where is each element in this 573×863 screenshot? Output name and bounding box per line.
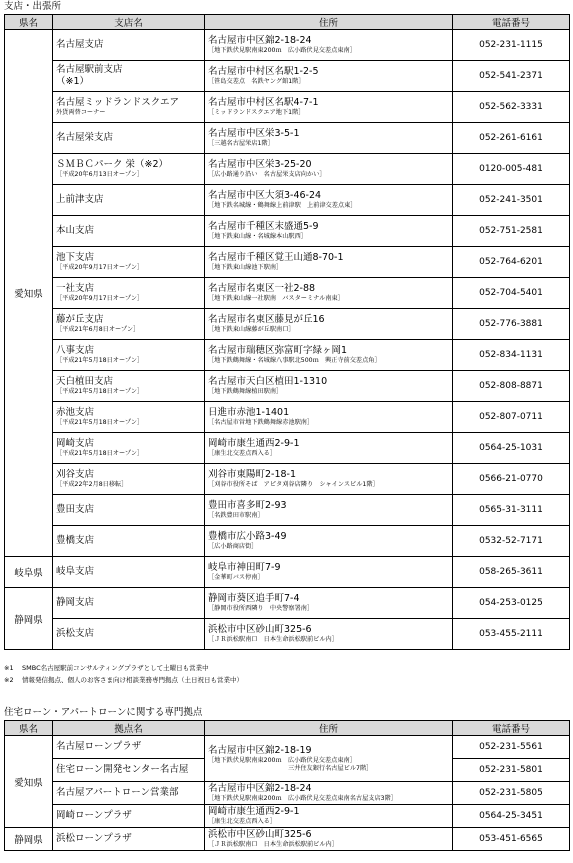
pref-cell: 愛知県 <box>5 736 53 828</box>
branch-note: ［平成20年9月17日オープン］ <box>56 295 144 302</box>
address-note: ［刈谷市役所そば アピタ刈谷店隣り シャインスビル1階］ <box>208 481 379 488</box>
address-note: ［静岡市役所西隣り 中央警察署南］ <box>208 605 314 612</box>
address-note: ［地下鉄伏見駅南東200ｍ 広小路伏見交差点東南］ <box>208 756 356 764</box>
tel-cell: 058-265-3611 <box>453 557 570 588</box>
header-address: 住所 <box>205 721 453 736</box>
tel-cell: 0566-21-0770 <box>453 464 570 495</box>
branch-note: ［平成21年5月18日オープン］ <box>56 357 144 364</box>
tel-cell: 052-808-8871 <box>453 371 570 402</box>
address-note: ［名古屋市営地下鉄鶴舞線赤池駅南］ <box>208 419 314 426</box>
branch-name: 天白植田支店 <box>56 376 114 387</box>
pref-cell: 岐阜県 <box>5 557 53 588</box>
address-cell <box>205 433 453 464</box>
address-main: 浜松市中区砂山町325-6 <box>208 829 312 840</box>
tel-cell: 053-451-6565 <box>453 828 570 851</box>
table-row <box>5 588 570 619</box>
tel-cell: 052-704-5401 <box>453 278 570 309</box>
tel-cell: 052-261-6161 <box>453 123 570 154</box>
table-row <box>5 61 570 92</box>
tel-cell: 0564-25-3451 <box>453 805 570 828</box>
branch-note: （※1） <box>56 76 90 87</box>
branch-note: ［平成22年2月8日移転］ <box>56 481 128 488</box>
address-note: ［金華町バス停南］ <box>208 574 264 581</box>
branch-name: 名古屋駅前支店 <box>56 64 123 75</box>
name-cell <box>53 526 205 557</box>
address-cell <box>205 464 453 495</box>
tel-cell: 052-764-6201 <box>453 247 570 278</box>
header-address: 住所 <box>205 15 453 30</box>
address-cell <box>205 782 453 805</box>
address-main: 名古屋市名東区一社2-88 <box>208 283 316 294</box>
table-row <box>5 782 570 805</box>
name-cell <box>53 185 205 216</box>
footnote-1: ※1 SMBC名古屋駅前コンサルティングプラザとして土曜日も営業中 <box>4 664 209 672</box>
branch-name: 名古屋支店 <box>56 39 104 50</box>
branch-note: ［平成21年6月8日オープン］ <box>56 326 140 333</box>
address-main: 名古屋市中区栄3-25-20 <box>208 159 312 170</box>
address-note: ［三越名古屋栄店1階］ <box>208 140 274 147</box>
address-note: ［地下鉄東山線・名城線本山駅西］ <box>208 233 307 240</box>
name-cell <box>53 309 205 340</box>
table-row <box>5 495 570 526</box>
table-row <box>5 805 570 828</box>
address-note: ［康生北交差点西入る］ <box>208 818 277 825</box>
branch-note: 外貨両替コーナー <box>56 109 106 116</box>
address-cell <box>205 278 453 309</box>
address-main: 日進市赤池1-1401 <box>208 407 290 418</box>
branch-note: ［平成21年5月18日オープン］ <box>56 419 144 426</box>
address-note: ［康生北交差点西入る］ <box>208 450 277 457</box>
address-main: 名古屋市名東区藤見が丘16 <box>208 314 325 325</box>
address-main: 名古屋市中区栄3-5-1 <box>208 128 300 139</box>
branch-name: 静岡支店 <box>56 597 95 608</box>
address-main: 豊橋市広小路3-49 <box>208 531 287 542</box>
tel-cell: 053-455-2111 <box>453 619 570 650</box>
table-row <box>5 371 570 402</box>
name-cell <box>53 247 205 278</box>
branch-name: ＳＭＢＣパーク 栄（※2） <box>56 159 169 170</box>
branch-note: ［平成20年6月13日オープン］ <box>56 171 144 178</box>
name-cell <box>53 759 205 782</box>
address-note: ［笹島交差点 名鉄ヤング館1階］ <box>208 78 305 85</box>
address-main: 名古屋市千種区覚王山通8-70-1 <box>208 252 344 263</box>
branch-name: 豊橋支店 <box>56 535 95 546</box>
address-main: 岡崎市康生通西2-9-1 <box>208 806 300 817</box>
section-title-loan-centers: 住宅ローン・アパートローンに関する専門拠点 <box>4 707 203 718</box>
tel-cell: 052-231-5561 <box>453 736 570 759</box>
table-row <box>5 526 570 557</box>
branch-name: 上前津支店 <box>56 194 104 205</box>
name-cell <box>53 216 205 247</box>
address-note: ［広小路商店街］ <box>208 543 258 550</box>
tel-cell: 052-562-3331 <box>453 92 570 123</box>
branch-name: 赤池支店 <box>56 407 95 418</box>
header-pref: 県名 <box>5 721 53 736</box>
address-cell <box>205 557 453 588</box>
address-cell <box>205 340 453 371</box>
branch-note: ［平成20年9月17日オープン］ <box>56 264 144 271</box>
tel-cell: 052-231-5801 <box>453 759 570 782</box>
address-cell <box>205 309 453 340</box>
tel-cell: 0565-31-3111 <box>453 495 570 526</box>
name-cell <box>53 464 205 495</box>
name-cell <box>53 588 205 619</box>
address-main: 浜松市中区砂山町325-6 <box>208 624 312 635</box>
table-row <box>5 92 570 123</box>
address-note: ［地下鉄鶴舞線・名城線八事駅北500ｍ 興正寺前交差点角］ <box>208 357 381 364</box>
tel-cell: 0564-25-1031 <box>453 433 570 464</box>
branch-name: 八事支店 <box>56 345 95 356</box>
footnote-2: ※2 情報発信拠点、個人のお客さま向け相談業務専門拠点（土日祝日も営業中） <box>4 676 243 684</box>
branch-name: 藤が丘支店 <box>56 314 104 325</box>
address-cell <box>205 247 453 278</box>
address-cell <box>205 588 453 619</box>
tel-cell: 052-807-0711 <box>453 402 570 433</box>
address-cell <box>205 619 453 650</box>
address-cell <box>205 154 453 185</box>
address-main: 名古屋市中村区名駅4-7-1 <box>208 97 319 108</box>
address-main: 名古屋市中区錦2-18-24 <box>208 35 312 46</box>
footnotes <box>4 662 243 686</box>
address-main: 名古屋市中区大須3-46-24 <box>208 190 322 201</box>
branch-name: 名古屋ミッドランドスクエア <box>56 97 180 108</box>
name-cell <box>53 782 205 805</box>
address-cell <box>205 828 453 851</box>
table-row <box>5 185 570 216</box>
address-note: ［地下鉄東山線藤が丘駅南口］ <box>208 326 295 333</box>
branch-note: ［平成21年5月18日オープン］ <box>56 388 144 395</box>
loan-center-table <box>4 720 570 851</box>
table-row <box>5 736 570 759</box>
address-cell <box>205 526 453 557</box>
branch-name: 岐阜支店 <box>56 566 95 577</box>
table-row <box>5 402 570 433</box>
branch-name: 岡崎支店 <box>56 438 95 449</box>
header-tel: 電話番号 <box>453 721 570 736</box>
header-name: 支店名 <box>53 15 205 30</box>
name-cell <box>53 92 205 123</box>
name-cell <box>53 402 205 433</box>
center-name: 住宅ローン開発センター名古屋 <box>56 764 189 775</box>
table-row <box>5 557 570 588</box>
table-row <box>5 309 570 340</box>
name-cell <box>53 828 205 851</box>
name-cell <box>53 557 205 588</box>
table-header-row <box>5 15 570 30</box>
name-cell <box>53 433 205 464</box>
address-note: ［地下鉄東山線池下駅南］ <box>208 264 283 271</box>
name-cell <box>53 736 205 759</box>
header-tel: 電話番号 <box>453 15 570 30</box>
section-title-branches: 支店・出張所 <box>4 1 62 12</box>
address-main: 刈谷市東陽町2-18-1 <box>208 469 297 480</box>
branch-table <box>4 14 570 650</box>
address-cell <box>205 402 453 433</box>
name-cell <box>53 154 205 185</box>
address-cell <box>205 123 453 154</box>
table-row <box>5 278 570 309</box>
address-note: ［地下鉄鶴舞線植田駅南］ <box>208 388 283 395</box>
address-note: ［地下鉄東山線一社駅南 バスターミナル南東］ <box>208 295 344 302</box>
tel-cell: 052-751-2581 <box>453 216 570 247</box>
tel-cell: 052-541-2371 <box>453 61 570 92</box>
tel-cell: 052-231-5805 <box>453 782 570 805</box>
address-cell <box>205 30 453 61</box>
name-cell <box>53 805 205 828</box>
branch-name: 池下支店 <box>56 252 95 263</box>
address-cell <box>205 92 453 123</box>
address-main: 静岡市葵区追手町7-4 <box>208 593 300 604</box>
branch-name: 名古屋栄支店 <box>56 132 114 143</box>
tel-cell: 052-834-1131 <box>453 340 570 371</box>
table-row <box>5 828 570 851</box>
address-main: 名古屋市天白区植田1-1310 <box>208 376 328 387</box>
name-cell <box>53 61 205 92</box>
address-main: 岐阜市神田町7-9 <box>208 562 281 573</box>
address-note: ［地下鉄伏見駅南東200ｍ 広小路伏見交差点東南名古屋支店3階］ <box>208 795 397 802</box>
table-row <box>5 247 570 278</box>
table-row <box>5 123 570 154</box>
name-cell <box>53 123 205 154</box>
address-main: 岡崎市康生通西2-9-1 <box>208 438 300 449</box>
name-cell <box>53 340 205 371</box>
address-cell <box>205 371 453 402</box>
branch-name: 刈谷支店 <box>56 469 95 480</box>
pref-cell: 静岡県 <box>5 588 53 650</box>
center-name: 名古屋アパートローン営業部 <box>56 787 179 798</box>
address-note: ［ミッドランドスクエア地下1階］ <box>208 109 305 116</box>
tel-cell: 052-231-1115 <box>453 30 570 61</box>
table-row <box>5 154 570 185</box>
address-note: ［ＪＲ浜松駅南口 日本生命浜松駅前ビル内］ <box>208 636 338 643</box>
address-main: 豊田市喜多町2-93 <box>208 500 287 511</box>
address-cell <box>205 185 453 216</box>
table-header-row <box>5 721 570 736</box>
table-row <box>5 340 570 371</box>
branch-name: 浜松支店 <box>56 628 95 639</box>
name-cell <box>53 30 205 61</box>
address-cell <box>205 805 453 828</box>
table-row <box>5 216 570 247</box>
address-main: 名古屋市中村区名駅1-2-5 <box>208 66 319 77</box>
address-note: ［ＪＲ浜松駅南口 日本生命浜松駅前ビル内］ <box>208 841 338 848</box>
table-row <box>5 30 570 61</box>
center-name: 岡崎ローンプラザ <box>56 810 132 821</box>
address-main: 名古屋市千種区末盛通5-9 <box>208 221 319 232</box>
name-cell <box>53 278 205 309</box>
address-cell <box>205 495 453 526</box>
tel-cell: 054-253-0125 <box>453 588 570 619</box>
tel-cell: 0532-52-7171 <box>453 526 570 557</box>
table-row <box>5 433 570 464</box>
tel-cell: 052-241-3501 <box>453 185 570 216</box>
name-cell <box>53 371 205 402</box>
address-note: ［名鉄豊田市駅南］ <box>208 512 264 519</box>
address-note: 三井住友銀行名古屋ビル7階］ <box>288 764 373 772</box>
branch-name: 本山支店 <box>56 225 95 236</box>
table-row <box>5 619 570 650</box>
address-main: 名古屋市中区錦2-18-24 <box>208 783 312 794</box>
branch-name: 豊田支店 <box>56 504 95 515</box>
tel-cell: 0120-005-481 <box>453 154 570 185</box>
pref-cell: 静岡県 <box>5 828 53 851</box>
address-note: ［地下鉄伏見駅南東200ｍ 広小路伏見交差点東南］ <box>208 47 356 54</box>
name-cell <box>53 495 205 526</box>
center-name: 名古屋ローンプラザ <box>56 741 142 752</box>
address-cell <box>205 216 453 247</box>
address-note: ［地下鉄名城線・鶴舞線上前津駅 上前津交差点東］ <box>208 202 357 209</box>
table-row <box>5 464 570 495</box>
header-name: 拠点名 <box>53 721 205 736</box>
name-cell <box>53 619 205 650</box>
branch-name: 一社支店 <box>56 283 95 294</box>
address-cell <box>205 736 453 782</box>
branch-note: ［平成21年5月18日オープン］ <box>56 450 144 457</box>
header-pref: 県名 <box>5 15 53 30</box>
address-cell <box>205 61 453 92</box>
pref-cell: 愛知県 <box>5 30 53 557</box>
address-main: 名古屋市中区錦2-18-19 <box>208 744 312 756</box>
center-name: 浜松ローンプラザ <box>56 833 132 844</box>
address-main: 名古屋市瑞穂区弥富町字緑ヶ岡1 <box>208 345 348 356</box>
tel-cell: 052-776-3881 <box>453 309 570 340</box>
address-note: ［広小路通り沿い 名古屋栄支店向かい］ <box>208 171 326 178</box>
